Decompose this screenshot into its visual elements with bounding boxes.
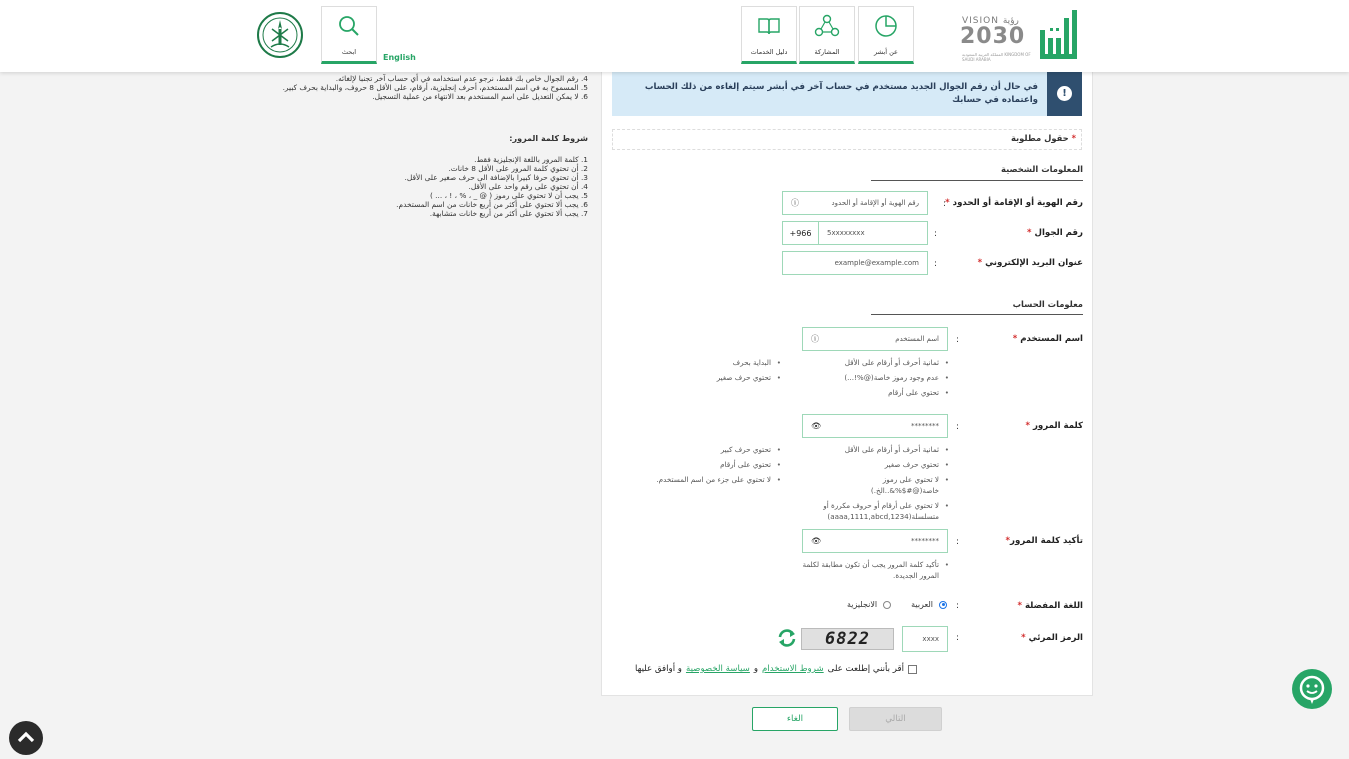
alert-bar	[1047, 72, 1082, 116]
captcha-input[interactable]: xxxx	[902, 626, 948, 652]
username-hints-left: • البداية بحرف • تحتوي حرف صغير	[691, 357, 781, 387]
refresh-captcha-icon[interactable]	[776, 627, 798, 649]
scroll-to-top-button[interactable]	[9, 721, 43, 755]
network-icon	[814, 13, 840, 39]
id-input[interactable]: رقم الهوية أو الإقامة أو الحدود ⓘ	[782, 191, 928, 215]
password-hints-left: • تحتوي حرف كبير • تحتوي على أرقام • لا تحتوي على جزء من اسم المستخدم.	[631, 444, 781, 489]
password-rule: 6. يجب ألا تحتوي على أكثر من أربع خانات من اسم المستخدم.	[396, 200, 588, 209]
language-label: اللغة المفضلة *	[1017, 601, 1083, 611]
chevron-up-icon	[9, 721, 43, 755]
search-icon	[336, 13, 362, 39]
language-radio-group	[847, 600, 947, 609]
email-input[interactable]: example@example.com	[782, 251, 928, 275]
pie-chart-icon	[873, 13, 899, 39]
section-divider	[871, 314, 1083, 315]
agreement-row: أقر بأنني إطلعت على شروط الاستخدام و سياسة الخصوصية و أوافق عليها	[635, 664, 917, 674]
info-icon[interactable]: ⓘ	[811, 334, 819, 344]
search-button[interactable]	[321, 6, 377, 64]
absher-logo[interactable]	[1036, 8, 1084, 66]
password-rule: 2. أن تحتوي كلمة المرور على الأقل 8 خانات.	[448, 164, 588, 173]
password-rule: 5. يجب أن لا تحتوي على رموز ( @ _ ، % ، ! ، ... )	[429, 191, 588, 200]
cancel-button[interactable]: الغاء	[752, 707, 838, 731]
country-code: 966+	[782, 221, 818, 245]
password-rule: 1. كلمة المرور باللغة الإنجليزية فقط.	[474, 155, 588, 164]
alert-banner	[612, 72, 1082, 116]
nav-services-label: دليل الخدمات	[750, 48, 788, 56]
ministry-emblem	[256, 11, 304, 59]
section-divider	[871, 180, 1083, 181]
username-rule: 5. المسموح به في اسم المستخدم، أحرف إنجليزية، أرقام، على الأقل 8 حروف، والبداية بحرف كبير.	[282, 83, 588, 92]
confirm-password-input[interactable]: ******** 👁	[802, 529, 948, 553]
nav-about-label: عن أبشر	[874, 48, 898, 56]
vision-text: VISION رؤية	[962, 16, 1019, 26]
book-icon	[756, 13, 782, 39]
username-label: اسم المستخدم *	[1012, 334, 1083, 344]
mobile-input[interactable]: 5xxxxxxxx	[818, 221, 928, 245]
password-rule: 7. يجب ألا تحتوي على أكثر من أربع خانات متشابهة.	[429, 209, 588, 218]
password-rule: 4. أن تحتوي على رقم واحد على الأقل.	[468, 182, 588, 191]
nav-participation[interactable]	[799, 6, 855, 64]
captcha-label: الرمز المرئي *	[1021, 633, 1083, 643]
radio-english[interactable]	[883, 601, 891, 609]
nav-about[interactable]	[858, 6, 914, 64]
vision-2030-logo	[958, 14, 1034, 64]
eye-icon[interactable]: 👁	[811, 536, 822, 546]
radio-arabic-label[interactable]: العربية	[911, 600, 933, 609]
id-label: رقم الهوية أو الإقامة أو الحدود *	[945, 198, 1083, 208]
search-label: ابحث	[341, 48, 357, 56]
vision-year: 2030	[960, 24, 1026, 49]
password-hints-right: • ثمانية أحرف أو أرقام على الأقل • تحتوي حرف صغير • لا تحتوي على رموز خاصة(@#$%&..الخ.) • لا تحتوي على أرقام أو حروف مكررة أو متسلسلة(aaaa,1111,abcd,1234)	[819, 444, 949, 526]
chat-assistant-button[interactable]	[1292, 669, 1332, 709]
terms-link[interactable]: شروط الاستخدام	[762, 664, 824, 674]
password-input[interactable]: ******** 👁	[802, 414, 948, 438]
radio-arabic[interactable]	[939, 601, 947, 609]
username-rule: 6. لا يمكن التعديل على اسم المستخدم بعد الانتهاء من عملية التسجيل.	[372, 92, 588, 101]
required-note: * حقول مطلوبة	[612, 129, 1082, 150]
username-input[interactable]: اسم المستخدم ⓘ	[802, 327, 948, 351]
vision-sub: المملكة العربية السعودية KINGDOM OF SAUDI ARABIA	[962, 52, 1031, 62]
password-rules-title: شروط كلمة المرور:	[509, 134, 588, 143]
personal-info-title: المعلومات الشخصية	[1000, 164, 1083, 174]
nav-services[interactable]	[741, 6, 797, 64]
instructions-panel	[258, 74, 588, 218]
account-info-title: معلومات الحساب	[1012, 299, 1083, 309]
radio-english-label[interactable]: الانجليزية	[846, 600, 878, 609]
info-icon[interactable]: ⓘ	[791, 198, 799, 208]
exclamation-icon: !	[1057, 86, 1072, 101]
header	[0, 0, 1349, 72]
password-rule: 3. أن تحتوي حرفا كبيرا بالإضافة الى حرف صغير على الأقل.	[404, 173, 588, 182]
agree-checkbox[interactable]	[908, 665, 917, 674]
username-hints-right: • ثمانية أحرف أو أرقام على الأقل • عدم وجود رموز خاصة(@%!...) • تحتوي على أرقام	[819, 357, 949, 402]
email-label: عنوان البريد الإلكتروني *	[977, 258, 1083, 268]
english-link[interactable]: English	[383, 53, 416, 62]
eye-icon[interactable]: 👁	[811, 421, 822, 431]
confirm-hint: • تأكيد كلمة المرور يجب أن تكون مطابقة لكلمة المرور الجديدة.	[797, 559, 949, 585]
nav-participation-label: المشاركة	[814, 48, 840, 56]
next-button[interactable]: التالي	[849, 707, 942, 731]
captcha-image: 6822	[801, 628, 894, 650]
username-rule: 4. رقم الجوال خاص بك فقط، نرجو عدم استخدامه في أي حساب آخر تجنبا لإلغائه.	[335, 74, 588, 83]
privacy-link[interactable]: سياسة الخصوصية	[685, 664, 750, 674]
chat-face-icon	[1292, 669, 1332, 709]
password-label: كلمة المرور *	[1025, 421, 1083, 431]
alert-text: في حال أن رقم الجوال الجديد مستخدم في حساب آخر في أبشر سيتم إلغاءه من ذلك الحساب واعتماده في حسابك	[644, 82, 1038, 105]
mobile-label: رقم الجوال *	[1027, 228, 1083, 238]
confirm-password-label: تأكيد كلمة المرور*	[1005, 536, 1083, 546]
